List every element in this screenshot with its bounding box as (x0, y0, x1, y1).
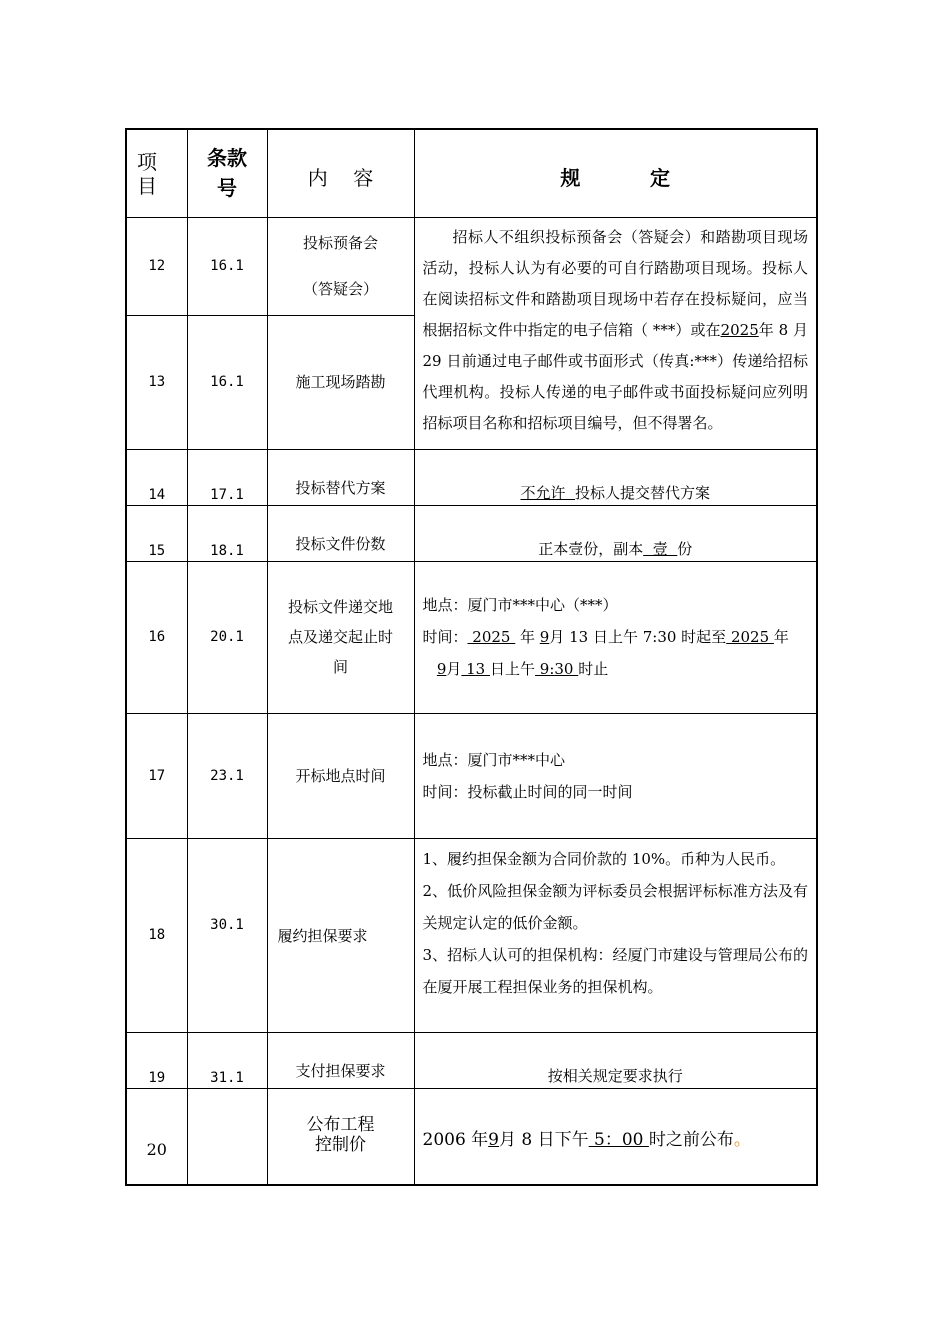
place-text: 地点：厦门市***中心（***） (422, 596, 618, 614)
rule-cell: 不允许 投标人提交替代方案 (414, 449, 817, 505)
table-row (126, 561, 817, 713)
content-cell: 支付担保要求 (267, 1032, 414, 1088)
item-number: 16 (126, 561, 187, 713)
rule-cell: 按相关规定要求执行 (414, 1032, 817, 1088)
item-number: 13 (126, 315, 187, 449)
table-row (126, 838, 817, 1032)
header-clause: 条款 号 (187, 129, 267, 217)
time-text: 时间： 2025 年 9月 13 日上午 7:30 时起至 2025 年 9月 13 日上午 9:30 时止 (422, 628, 789, 678)
item-number: 14 (126, 449, 187, 505)
item-number: 20 (126, 1088, 187, 1185)
content-cell: 履约担保要求 (267, 838, 414, 1032)
table-row (126, 1032, 817, 1088)
content-cell: 公布工程 控制价 (267, 1088, 414, 1185)
place-text: 地点：厦门市***中心 (422, 750, 566, 769)
item-number: 19 (126, 1032, 187, 1088)
table-row (126, 217, 817, 315)
table-row (126, 449, 817, 505)
content-cell: 投标文件份数 (267, 505, 414, 561)
clause-number: 31.1 (187, 1032, 267, 1088)
content-cell: 投标预备会 （答疑会） (267, 217, 414, 315)
header-item: 项目 (126, 129, 187, 217)
content-cell: 施工现场踏勘 (267, 315, 414, 449)
header-rule: 规 定 (414, 129, 817, 217)
content-cell: 投标替代方案 (267, 449, 414, 505)
clause-number: 16.1 (187, 315, 267, 449)
time-text: 时间：投标截止时间的同一时间 (422, 782, 633, 801)
header-content: 内 容 (267, 129, 414, 217)
clause-number: 16.1 (187, 217, 267, 315)
item-number: 15 (126, 505, 187, 561)
table-row (126, 1088, 817, 1185)
rule-line: 2、低价风险担保金额为评标委员会根据评标标准方法及有关规定认定的低价金额。 (422, 881, 808, 932)
rule-cell (414, 838, 817, 1032)
clause-number (187, 1088, 267, 1185)
rule-cell: 招标人不组织投标预备会（答疑会）和踏勘项目现场活动，投标人认为有必要的可自行踏勘项目现场。投标人在阅读招标文件和踏勘项目现场中若存在投标疑问，应当根据招标文件中指定的电子信箱（ ***）或在2025年 8 月 29 日前通过电子邮件或书面形式（传真:***）传递给招标代理机构。投标人传递的电子邮件或书面投标疑问应列明招标项目名称和招标项目编号，但不得署名。 (414, 217, 817, 449)
clause-number: 18.1 (187, 505, 267, 561)
item-number: 17 (126, 713, 187, 838)
clause-table (125, 128, 818, 1186)
rule-line: 3、招标人认可的担保机构：经厦门市建设与管理局公布的在厦开展工程担保业务的担保机构。 (422, 945, 808, 996)
item-number: 12 (126, 217, 187, 315)
table-row (126, 713, 817, 838)
clause-number: 23.1 (187, 713, 267, 838)
content-cell: 投标文件递交地 点及递交起止时 间 (267, 561, 414, 713)
clause-number: 30.1 (187, 838, 267, 1032)
item-number: 18 (126, 838, 187, 1032)
clause-number: 20.1 (187, 561, 267, 713)
table-row (126, 505, 817, 561)
content-cell: 开标地点时间 (267, 713, 414, 838)
rule-cell (414, 713, 817, 838)
rule-cell: 正本壹份，副本 壹 份 (414, 505, 817, 561)
rule-cell (414, 561, 817, 713)
header-row (126, 129, 817, 217)
rule-line: 1、履约担保金额为合同价款的 10%。币种为人民币。 (422, 849, 786, 868)
clause-number: 17.1 (187, 449, 267, 505)
rule-cell: 2006 年9月 8 日下午 5：00 时之前公布。 (414, 1088, 817, 1185)
